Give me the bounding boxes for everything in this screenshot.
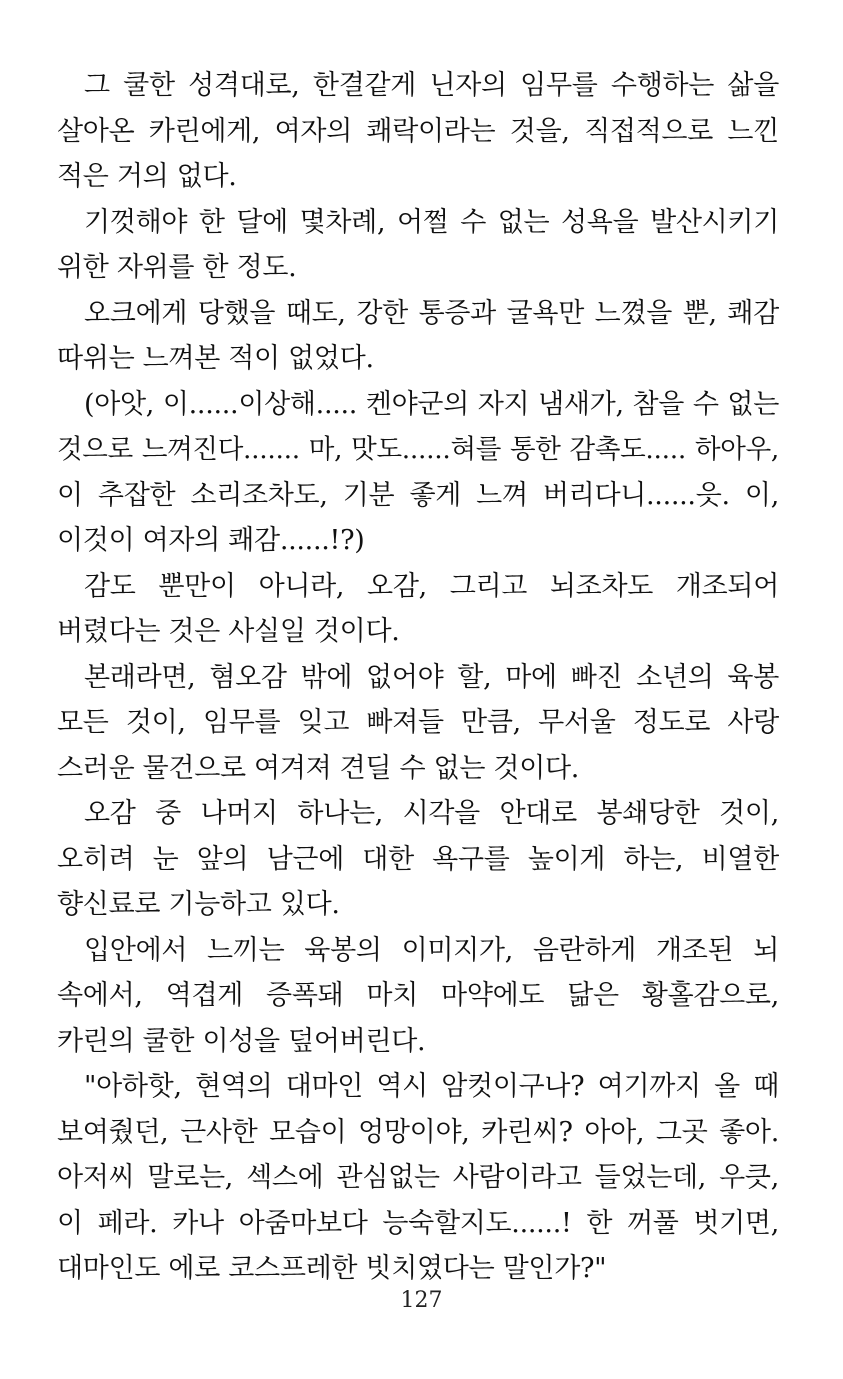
text-line: 감도 뿐만이 아니라, 오감, 그리고 뇌조차도 개조되어 bbox=[84, 570, 779, 602]
text-line: 오크에게 당했을 때도, 강한 통증과 굴욕만 느꼈을 뿐, 쾌감 bbox=[84, 297, 779, 329]
text-line: 속에서, 역겹게 증폭돼 마치 마약에도 닮은 황홀감으로, bbox=[57, 980, 779, 1011]
page-number: 127 bbox=[400, 1288, 443, 1313]
text-line: 이것이 여자의 쾌감......!?) bbox=[57, 525, 365, 556]
text-line: 이 페라. 카나 아줌마보다 능숙할지도......! 한 꺼풀 벗기면, bbox=[57, 1207, 779, 1239]
text-line: 것으로 느껴진다....... 마, 맛도......혀를 통한 감촉도..... 하아우, bbox=[57, 434, 779, 465]
text-line: 모든 것이, 임무를 잊고 빠져들 만큼, 무서울 정도로 사랑 bbox=[57, 707, 779, 738]
text-line: 향신료로 기능하고 있다. bbox=[57, 889, 340, 920]
text-line: 위한 자위를 한 정도. bbox=[57, 252, 297, 283]
body-text bbox=[57, 63, 779, 1292]
text-line: 적은 거의 없다. bbox=[57, 161, 237, 192]
text-line: 그 쿨한 성격대로, 한결같게 닌자의 임무를 수행하는 삶을 bbox=[84, 70, 779, 101]
text-line: 이 추잡한 소리조차도, 기분 좋게 느껴 버리다니......읏. 이, bbox=[57, 479, 779, 511]
text-line: 스러운 물건으로 여겨져 견딜 수 없는 것이다. bbox=[57, 752, 580, 784]
text-line: (아앗, 이......이상해..... 켄야군의 자지 냄새가, 참을 수 없는 bbox=[84, 388, 779, 420]
text-line: 본래라면, 혐오감 밖에 없어야 할, 마에 빠진 소년의 육봉 bbox=[84, 661, 779, 693]
text-line: 입안에서 느끼는 육봉의 이미지가, 음란하게 개조된 뇌 bbox=[84, 934, 779, 966]
text-line: 오히려 눈 앞의 남근에 대한 욕구를 높이게 하는, 비열한 bbox=[57, 843, 779, 875]
text-line: 기껏해야 한 달에 몇차례, 어쩔 수 없는 성욕을 발산시키기 bbox=[84, 206, 779, 238]
text-line: 살아온 카린에게, 여자의 쾌락이라는 것을, 직접적으로 느낀 bbox=[57, 115, 779, 147]
text-line: 버렸다는 것은 사실일 것이다. bbox=[57, 616, 400, 647]
text-line: 오감 중 나머지 하나는, 시각을 안대로 봉쇄당한 것이, bbox=[84, 798, 779, 829]
text-line: 따위는 느껴본 적이 없었다. bbox=[57, 343, 374, 374]
text-line: "아하핫, 현역의 대마인 역시 암컷이구나? 여기까지 올 때 bbox=[84, 1071, 779, 1102]
text-line: 보여줬던, 근사한 모습이 엉망이야, 카린씨? 아아, 그곳 좋아. bbox=[57, 1116, 779, 1148]
text-line: 카린의 쿨한 이성을 덮어버린다. bbox=[57, 1025, 426, 1057]
text-line: 대마인도 에로 코스프레한 빗치였다는 말인가?" bbox=[57, 1253, 607, 1284]
text-line: 아저씨 말로는, 섹스에 관심없는 사람이라고 들었는데, 우큿, bbox=[57, 1162, 779, 1193]
